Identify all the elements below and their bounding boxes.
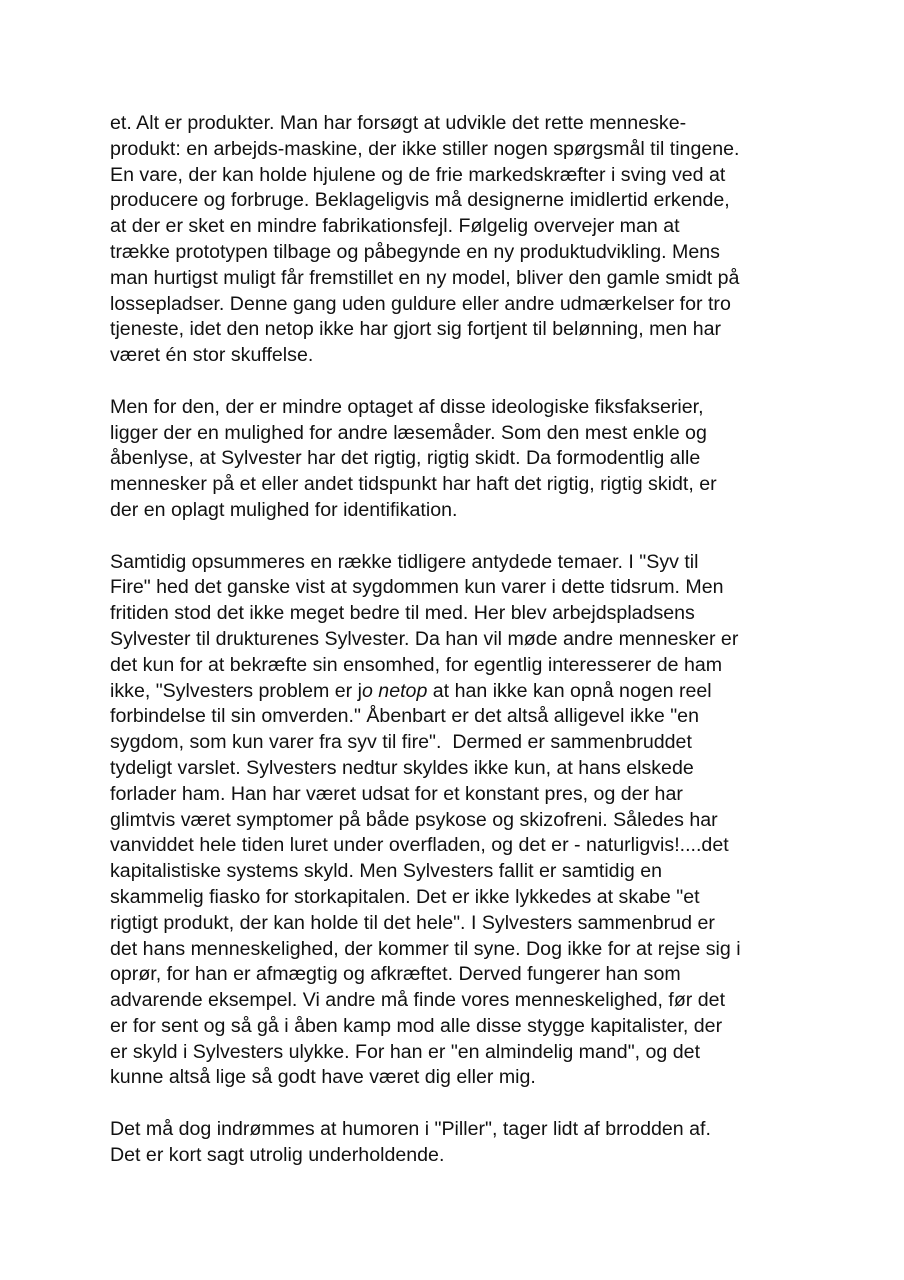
text-line: Samtidig opsummeres en række tidligere antydede temaer. I "Syv til bbox=[110, 550, 699, 573]
text-line: vanviddet hele tiden luret under overfladen, og det er - naturligvis!....det bbox=[110, 834, 729, 857]
text-line: sygdom, som kun varer fra syv til fire". Dermed er sammenbruddet bbox=[110, 731, 692, 754]
text-line: ligger der en mulighed for andre læsemåder. Som den mest enkle og bbox=[110, 421, 707, 444]
text-line: man hurtigst muligt får fremstillet en ny model, bliver den gamle smidt på bbox=[110, 266, 740, 289]
text-line: kunne altså lige så godt have været dig eller mig. bbox=[110, 1066, 536, 1089]
text-line: Men for den, der er mindre optaget af disse ideologiske fiksfakserier, bbox=[110, 395, 704, 418]
text-line: at der er sket en mindre fabrikationsfejl. Følgelig overvejer man at bbox=[110, 215, 680, 238]
document-body bbox=[110, 111, 810, 1194]
text-line: et. Alt er produkter. Man har forsøgt at udvikle det rette menneske- bbox=[110, 112, 687, 134]
text-line: Det må dog indrømmes at humoren i "Piller", tager lidt af brrodden af. bbox=[110, 1118, 711, 1141]
text-line: skammelig fiasko for storkapitalen. Det er ikke lykkedes at skabe "et bbox=[110, 885, 700, 908]
text-line: kapitalistiske systems skyld. Men Sylvesters fallit er samtidig en bbox=[110, 860, 663, 883]
text-line: advarende eksempel. Vi andre må finde vores menneskelighed, før det bbox=[110, 989, 726, 1012]
text-line: oprør, for han er afmægtig og afkræftet. Derved fungerer han som bbox=[110, 963, 681, 986]
text-line: tydeligt varslet. Sylvesters nedtur skyldes ikke kun, at hans elskede bbox=[110, 756, 694, 779]
text-line: lossepladser. Denne gang uden guldure eller andre udmærkelser for tro bbox=[110, 292, 731, 315]
text-line: Sylvester til drukturenes Sylvester. Da han vil møde andre mennesker er bbox=[110, 627, 739, 650]
text-segment: ikke, "Sylvesters problem er j bbox=[110, 679, 362, 702]
text-line: trække prototypen tilbage og påbegynde en ny produktudvikling. Mens bbox=[110, 240, 720, 263]
text-line: tjeneste, idet den netop ikke har gjort sig fortjent til belønning, men har bbox=[110, 318, 722, 341]
text-line: mennesker på et eller andet tidspunkt har haft det rigtig, rigtig skidt, er bbox=[110, 473, 717, 496]
text-line: producere og forbruge. Beklageligvis må designerne imidlertid erkende, bbox=[110, 189, 730, 212]
italic-emphasis: o netop bbox=[361, 679, 428, 702]
text-line: er skyld i Sylvesters ulykke. For han er "en almindelig mand", og det bbox=[110, 1040, 701, 1063]
paragraph-2 bbox=[110, 395, 810, 524]
text-line: Fire" hed det ganske vist at sygdommen kun varer i dette tidsrum. Men bbox=[110, 576, 724, 599]
text-line: fritiden stod det ikke meget bedre til med. Her blev arbejdspladsens bbox=[110, 602, 695, 625]
text-line: forbindelse til sin omverden." Åbenbart er det altså alligevel ikke "en bbox=[110, 705, 699, 728]
text-line: været én stor skuffelse. bbox=[110, 344, 314, 367]
text-line: En vare, der kan holde hjulene og de frie markedskræfter i sving ved at bbox=[110, 163, 726, 186]
paragraph-4 bbox=[110, 1117, 810, 1169]
text-line: glimtvis været symptomer på både psykose og skizofreni. Således har bbox=[110, 808, 718, 831]
text-line: det hans menneskelighed, der kommer til syne. Dog ikke for at rejse sig i bbox=[110, 937, 741, 960]
text-line: Det er kort sagt utrolig underholdende. bbox=[110, 1143, 445, 1166]
text-line-with-emphasis bbox=[110, 679, 810, 705]
paragraph-3 bbox=[110, 550, 810, 1092]
text-line: åbenlyse, at Sylvester har det rigtig, rigtig skidt. Da formodentlig alle bbox=[110, 447, 701, 470]
text-line: der en oplagt mulighed for identifikation. bbox=[110, 498, 458, 521]
text-line: produkt: en arbejds-maskine, der ikke stiller nogen spørgsmål til tingene. bbox=[110, 137, 740, 160]
text-segment: at han ikke kan opnå nogen reel bbox=[427, 679, 712, 702]
text-line: er for sent og så gå i åben kamp mod alle disse stygge kapitalister, der bbox=[110, 1014, 723, 1037]
text-line: rigtigt produkt, der kan holde til det hele". I Sylvesters sammenbrud er bbox=[110, 911, 715, 934]
paragraph-1 bbox=[110, 111, 810, 369]
text-line: forlader ham. Han har været udsat for et konstant pres, og der har bbox=[110, 782, 683, 805]
text-line: det kun for at bekræfte sin ensomhed, for egentlig interesserer de ham bbox=[110, 653, 723, 676]
